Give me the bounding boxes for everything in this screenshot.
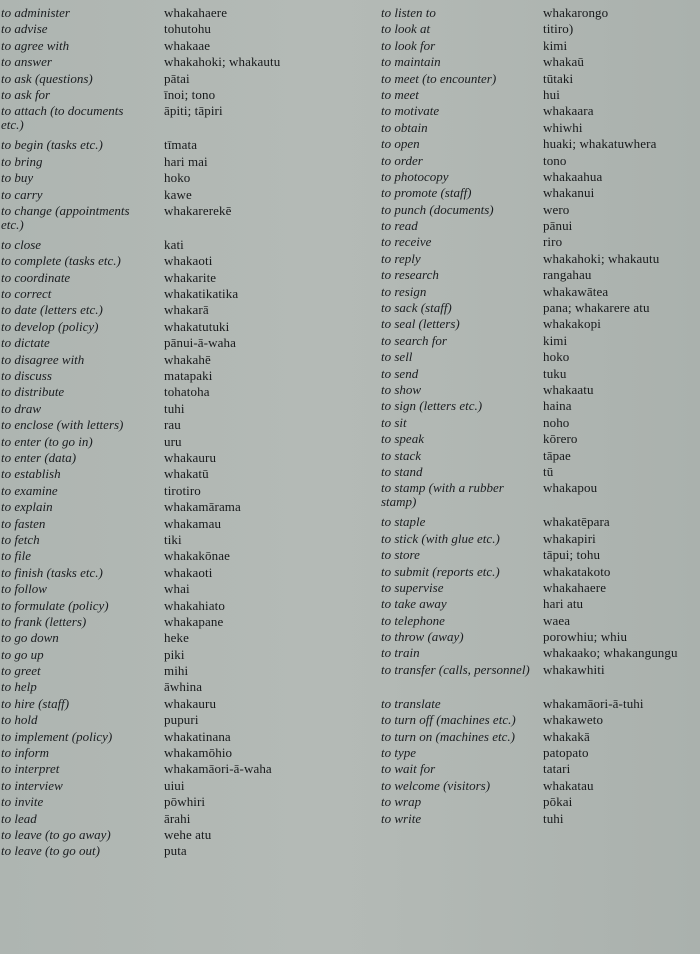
vocabulary-entry xyxy=(0,531,370,547)
vocabulary-entry xyxy=(0,777,370,793)
maori-translation: īnoi; tono xyxy=(164,86,216,102)
maori-translation: tiki xyxy=(164,531,182,547)
english-verb: to leave (to go away) xyxy=(1,826,111,842)
vocabulary-entry xyxy=(0,20,370,36)
maori-translation: porowhiu; whiu xyxy=(543,629,628,645)
vocabulary-entry xyxy=(0,597,370,613)
english-verb: to meet xyxy=(381,86,419,102)
english-verb: to develop (policy) xyxy=(1,318,99,334)
maori-translation: noho xyxy=(543,414,570,430)
maori-translation: āpiti; tāpiri xyxy=(164,103,223,119)
vocabulary-entry xyxy=(0,252,370,268)
vocabulary-entry xyxy=(0,810,370,826)
english-verb: to open xyxy=(381,136,420,152)
maori-translation: whakatēpara xyxy=(543,514,610,530)
vocabulary-entry xyxy=(0,842,370,858)
vocabulary-entry xyxy=(381,513,700,529)
english-verb: to follow xyxy=(1,581,47,597)
maori-translation: whakamau xyxy=(164,515,222,531)
maori-translation: whakaoti xyxy=(164,253,213,269)
english-verb: to fasten xyxy=(1,515,46,531)
vocabulary-entry xyxy=(381,217,700,233)
vocabulary-entry xyxy=(381,299,700,315)
vocabulary-entry xyxy=(381,37,700,53)
english-verb: to write xyxy=(381,810,422,826)
maori-translation: whakaū xyxy=(543,54,585,70)
maori-translation: whakarite xyxy=(164,269,217,285)
maori-translation: whakahoki; whakautu xyxy=(543,250,660,266)
english-verb: to listen to xyxy=(381,5,436,20)
english-verb: to stamp (with a rubber stamp) xyxy=(381,480,504,510)
english-verb: to type xyxy=(381,745,417,761)
vocabulary-entry xyxy=(0,383,370,399)
maori-translation: tohutohu xyxy=(164,21,212,37)
maori-translation: titiro) xyxy=(543,21,574,37)
english-verb: to implement (policy) xyxy=(1,728,113,744)
vocabulary-entry xyxy=(0,416,370,432)
english-verb: to complete (tasks etc.) xyxy=(1,253,121,269)
english-verb: to attach (to documents etc.) xyxy=(1,103,124,133)
english-verb: to draw xyxy=(1,400,42,416)
english-verb: to hire (staff) xyxy=(1,695,70,711)
english-verb: to stand xyxy=(381,463,423,479)
vocabulary-entry xyxy=(0,728,370,744)
vocabulary-entry xyxy=(381,152,700,168)
maori-translation: whakahiato xyxy=(164,597,225,613)
english-verb: to read xyxy=(381,218,418,234)
vocabulary-entry xyxy=(381,4,700,20)
vocabulary-entry xyxy=(381,250,700,266)
vocabulary-entry xyxy=(0,269,370,285)
maori-translation: huaki; whakatuwhera xyxy=(543,136,657,152)
maori-translation: kimi xyxy=(543,37,568,53)
vocabulary-entry xyxy=(0,465,370,481)
english-verb: to seal (letters) xyxy=(381,316,460,332)
maori-translation: whakaahua xyxy=(543,168,603,184)
vocabulary-entry xyxy=(0,662,370,678)
vocabulary-entry xyxy=(381,810,700,826)
english-verb: to order xyxy=(381,152,423,168)
vocabulary-entry xyxy=(381,414,700,430)
vocabulary-entry xyxy=(381,711,700,727)
maori-translation: tū xyxy=(543,463,554,479)
vocabulary-entry xyxy=(0,136,370,152)
vocabulary-entry xyxy=(381,266,700,282)
english-verb: to administer xyxy=(1,5,70,20)
vocabulary-entry xyxy=(0,826,370,842)
maori-translation: whiwhi xyxy=(543,119,583,135)
english-verb: to resign xyxy=(381,283,427,299)
maori-translation: tūtaki xyxy=(543,70,574,86)
maori-translation: whakamāori-ā-tuhi xyxy=(543,695,644,711)
english-verb: to stack xyxy=(381,447,422,463)
english-verb: to hold xyxy=(1,712,38,728)
maori-translation: āwhina xyxy=(164,679,203,695)
vocabulary-entry xyxy=(0,564,370,580)
english-verb: to enter (to go in) xyxy=(1,433,93,449)
maori-translation: whakamōhio xyxy=(164,745,233,761)
english-verb: to close xyxy=(1,236,42,252)
maori-translation: whakaoti xyxy=(164,564,213,580)
english-verb: to dictate xyxy=(1,335,50,351)
vocabulary-entry xyxy=(0,367,370,383)
vocabulary-entry xyxy=(381,661,700,695)
vocabulary-entry xyxy=(0,318,370,334)
vocabulary-entry xyxy=(381,332,700,348)
english-verb: to submit (reports etc.) xyxy=(381,563,500,579)
maori-translation: kōrero xyxy=(543,431,578,447)
maori-translation: whakamāori-ā-waha xyxy=(164,761,272,777)
vocabulary-entry xyxy=(381,102,700,118)
maori-translation: whakatū xyxy=(164,466,209,482)
maori-translation: uiui xyxy=(164,777,185,793)
english-verb: to sit xyxy=(381,414,407,430)
vocabulary-entry xyxy=(0,301,370,317)
maori-translation: whakarerekē xyxy=(164,202,232,218)
vocabulary-entry xyxy=(0,334,370,350)
english-verb: to look for xyxy=(381,37,436,53)
english-verb: to discuss xyxy=(1,368,52,384)
english-verb: to take away xyxy=(381,596,447,612)
vocabulary-entry xyxy=(381,365,700,381)
vocabulary-entry xyxy=(381,168,700,184)
english-verb: to disagree with xyxy=(1,351,85,367)
maori-translation: whakahē xyxy=(164,351,211,367)
vocabulary-entry xyxy=(0,760,370,776)
maori-translation: rau xyxy=(164,417,181,433)
vocabulary-entry xyxy=(0,629,370,645)
vocabulary-entry xyxy=(0,498,370,514)
vocabulary-entry xyxy=(381,612,700,628)
english-verb: to distribute xyxy=(1,384,65,400)
english-verb: to begin (tasks etc.) xyxy=(1,137,103,153)
maori-translation: whakarā xyxy=(164,302,209,318)
english-verb: to date (letters etc.) xyxy=(1,302,103,318)
maori-translation: kati xyxy=(164,236,184,252)
maori-translation: whakanui xyxy=(543,185,595,201)
english-verb: to formulate (policy) xyxy=(1,597,109,613)
maori-translation: piki xyxy=(164,646,185,662)
english-verb: to punch (documents) xyxy=(381,201,494,217)
english-verb: to ask for xyxy=(1,86,51,102)
english-verb: to invite xyxy=(1,794,44,810)
english-verb: to enclose (with letters) xyxy=(1,417,124,433)
maori-translation: tuhi xyxy=(164,400,185,416)
vocabulary-entry xyxy=(0,449,370,465)
english-verb: to speak xyxy=(381,431,424,447)
vocabulary-entry xyxy=(0,613,370,629)
english-verb: to store xyxy=(381,547,420,563)
maori-translation: hoko xyxy=(543,349,570,365)
english-verb: to establish xyxy=(1,466,61,482)
vocabulary-entry xyxy=(0,695,370,711)
vocabulary-entry xyxy=(0,186,370,202)
maori-translation: whakapiri xyxy=(543,530,596,546)
vocabulary-entry xyxy=(381,135,700,151)
english-verb: to interpret xyxy=(1,761,60,777)
english-verb: to enter (data) xyxy=(1,449,77,465)
english-verb: to finish (tasks etc.) xyxy=(1,564,103,580)
vocabulary-entry xyxy=(0,70,370,86)
maori-translation: whai xyxy=(164,581,190,597)
english-verb: to correct xyxy=(1,286,52,302)
maori-translation: whakahaere xyxy=(164,5,228,20)
vocabulary-entry xyxy=(381,644,700,660)
maori-translation: whakawhiti xyxy=(543,661,605,677)
maori-translation: whakakopi xyxy=(543,316,601,332)
vocabulary-entry xyxy=(0,37,370,53)
vocabulary-entry xyxy=(381,119,700,135)
english-verb: to train xyxy=(381,645,420,661)
english-verb: to wait for xyxy=(381,761,436,777)
maori-translation: pōwhiri xyxy=(164,794,206,810)
english-verb: to interview xyxy=(1,777,63,793)
english-verb: to obtain xyxy=(381,119,428,135)
maori-translation: whakaatu xyxy=(543,381,594,397)
maori-translation: whakauru xyxy=(164,695,217,711)
english-verb: to turn off (machines etc.) xyxy=(381,712,516,728)
english-verb: to promote (staff) xyxy=(381,185,472,201)
vocabulary-entry xyxy=(0,153,370,169)
english-verb: to show xyxy=(381,381,422,397)
english-verb: to reply xyxy=(381,250,421,266)
vocabulary-entry xyxy=(381,283,700,299)
maori-translation: whakatinana xyxy=(164,728,231,744)
english-verb: to help xyxy=(1,679,37,695)
maori-translation: uru xyxy=(164,433,182,449)
maori-translation: whakatutuki xyxy=(164,318,230,334)
vocabulary-entry xyxy=(381,20,700,36)
maori-translation: whakakā xyxy=(543,728,590,744)
vocabulary-entry xyxy=(0,744,370,760)
maori-translation: haina xyxy=(543,398,572,414)
maori-translation: pānui xyxy=(543,218,573,234)
english-verb: to sign (letters etc.) xyxy=(381,398,483,414)
english-verb: to buy xyxy=(1,170,34,186)
right-vocabulary-column xyxy=(381,4,700,826)
vocabulary-entry xyxy=(0,400,370,416)
english-verb: to answer xyxy=(1,54,52,70)
english-verb: to advise xyxy=(1,21,48,37)
english-verb: to translate xyxy=(381,695,441,711)
vocabulary-entry xyxy=(381,348,700,364)
maori-translation: ārahi xyxy=(164,810,191,826)
maori-translation: whakauru xyxy=(164,449,217,465)
maori-translation: pupuri xyxy=(164,712,199,728)
maori-translation: rangahau xyxy=(543,267,592,283)
maori-translation: tohatoha xyxy=(164,384,210,400)
vocabulary-entry xyxy=(0,86,370,102)
english-verb: to ask (questions) xyxy=(1,70,93,86)
maori-translation: whakawātea xyxy=(543,283,609,299)
maori-translation: whakatikatika xyxy=(164,286,239,302)
vocabulary-entry xyxy=(381,397,700,413)
vocabulary-entry xyxy=(0,646,370,662)
maori-translation: tirotiro xyxy=(164,482,201,498)
vocabulary-entry xyxy=(381,595,700,611)
maori-translation: tuhi xyxy=(543,810,564,826)
vocabulary-entry xyxy=(381,201,700,217)
vocabulary-entry xyxy=(381,695,700,711)
vocabulary-entry xyxy=(0,4,370,20)
english-verb: to lead xyxy=(1,810,37,826)
maori-translation: tāpui; tohu xyxy=(543,547,601,563)
maori-translation: whakatau xyxy=(543,777,594,793)
maori-translation: kimi xyxy=(543,332,568,348)
english-verb: to supervise xyxy=(381,579,444,595)
vocabulary-entry xyxy=(0,711,370,727)
maori-translation: patopato xyxy=(543,745,589,761)
vocabulary-entry xyxy=(0,169,370,185)
maori-translation: whakamārama xyxy=(164,499,241,515)
english-verb: to staple xyxy=(381,514,426,530)
vocabulary-entry xyxy=(381,184,700,200)
maori-translation: puta xyxy=(164,843,187,859)
maori-translation: whakahoki; whakautu xyxy=(164,54,281,70)
english-verb: to agree with xyxy=(1,37,70,53)
vocabulary-entry xyxy=(381,744,700,760)
vocabulary-entry xyxy=(381,546,700,562)
vocabulary-entry xyxy=(0,102,370,136)
vocabulary-entry xyxy=(381,530,700,546)
english-verb: to bring xyxy=(1,153,43,169)
maori-translation: hari mai xyxy=(164,153,208,169)
english-verb: to file xyxy=(1,548,31,564)
maori-translation: heke xyxy=(164,630,189,646)
english-verb: to fetch xyxy=(1,531,40,547)
maori-translation: pōkai xyxy=(543,794,573,810)
english-verb: to look at xyxy=(381,21,431,37)
maori-translation: whakatakoto xyxy=(543,563,611,579)
vocabulary-entry xyxy=(0,236,370,252)
vocabulary-entry xyxy=(381,430,700,446)
maori-translation: tīmata xyxy=(164,137,198,153)
maori-translation: whakaara xyxy=(543,103,594,119)
vocabulary-entry xyxy=(0,285,370,301)
maori-translation: hui xyxy=(543,86,560,102)
maori-translation: tuku xyxy=(543,365,567,381)
english-verb: to explain xyxy=(1,499,53,515)
maori-translation: hoko xyxy=(164,170,191,186)
maori-translation: waea xyxy=(543,612,571,628)
english-verb: to photocopy xyxy=(381,168,449,184)
vocabulary-entry xyxy=(0,53,370,69)
english-verb: to search for xyxy=(381,332,447,348)
vocabulary-entry xyxy=(381,86,700,102)
english-verb: to throw (away) xyxy=(381,629,464,645)
english-verb: to meet (to encounter) xyxy=(381,70,497,86)
vocabulary-entry xyxy=(381,53,700,69)
english-verb: to sell xyxy=(381,349,413,365)
vocabulary-entry xyxy=(381,628,700,644)
english-verb: to change (appointments etc.) xyxy=(1,202,130,232)
vocabulary-entry xyxy=(0,547,370,563)
maori-translation: whakarongo xyxy=(543,5,609,20)
english-verb: to send xyxy=(381,365,419,381)
english-verb: to maintain xyxy=(381,54,441,70)
english-verb: to frank (letters) xyxy=(1,613,87,629)
english-verb: to motivate xyxy=(381,103,440,119)
english-verb: to go up xyxy=(1,646,44,662)
vocabulary-entry xyxy=(381,70,700,86)
english-verb: to carry xyxy=(1,186,43,202)
maori-translation: wehe atu xyxy=(164,826,212,842)
maori-translation: wero xyxy=(543,201,570,217)
maori-translation: tatari xyxy=(543,761,571,777)
vocabulary-entry xyxy=(381,793,700,809)
english-verb: to inform xyxy=(1,745,50,761)
english-verb: to wrap xyxy=(381,794,422,810)
vocabulary-entry xyxy=(0,515,370,531)
english-verb: to telephone xyxy=(381,612,445,628)
english-verb: to go down xyxy=(1,630,59,646)
maori-translation: whakaako; whakangungu xyxy=(543,645,678,661)
english-verb: to greet xyxy=(1,663,41,679)
vocabulary-entry xyxy=(381,233,700,249)
english-verb: to receive xyxy=(381,234,432,250)
maori-translation: whakakōnae xyxy=(164,548,230,564)
vocabulary-entry xyxy=(381,479,700,513)
maori-translation: whakahaere xyxy=(543,579,607,595)
maori-translation: whakaae xyxy=(164,37,211,53)
vocabulary-entry xyxy=(381,579,700,595)
english-verb: to transfer (calls, personnel) xyxy=(381,661,530,677)
vocabulary-entry xyxy=(0,482,370,498)
maori-translation: mihi xyxy=(164,663,189,679)
vocabulary-entry xyxy=(0,202,370,236)
vocabulary-entry xyxy=(0,580,370,596)
maori-translation: hari atu xyxy=(543,596,584,612)
english-verb: to research xyxy=(381,267,439,283)
english-verb: to leave (to go out) xyxy=(1,843,100,859)
vocabulary-entry xyxy=(0,433,370,449)
maori-translation: riro xyxy=(543,234,563,250)
english-verb: to welcome (visitors) xyxy=(381,777,491,793)
english-verb: to stick (with glue etc.) xyxy=(381,530,500,546)
vocabulary-entry xyxy=(0,678,370,694)
vocabulary-entry xyxy=(0,793,370,809)
english-verb: to examine xyxy=(1,482,58,498)
left-vocabulary-column xyxy=(0,4,370,859)
maori-translation: kawe xyxy=(164,186,192,202)
vocabulary-entry xyxy=(381,760,700,776)
maori-translation: tono xyxy=(543,152,567,168)
maori-translation: matapaki xyxy=(164,368,213,384)
maori-translation: pana; whakarere atu xyxy=(543,300,650,316)
english-verb: to coordinate xyxy=(1,269,71,285)
vocabulary-entry xyxy=(381,447,700,463)
vocabulary-entry xyxy=(381,563,700,579)
english-verb: to turn on (machines etc.) xyxy=(381,728,515,744)
maori-translation: pātai xyxy=(164,70,190,86)
maori-translation: whakaweto xyxy=(543,712,604,728)
vocabulary-entry xyxy=(381,315,700,331)
vocabulary-entry xyxy=(0,351,370,367)
vocabulary-entry xyxy=(381,381,700,397)
vocabulary-entry xyxy=(381,728,700,744)
maori-translation: whakapou xyxy=(543,480,598,496)
english-verb: to sack (staff) xyxy=(381,300,452,316)
vocabulary-entry xyxy=(381,463,700,479)
maori-translation: pānui-ā-waha xyxy=(164,335,236,351)
maori-translation: tāpae xyxy=(543,447,571,463)
vocabulary-entry xyxy=(381,777,700,793)
maori-translation: whakapane xyxy=(164,613,224,629)
